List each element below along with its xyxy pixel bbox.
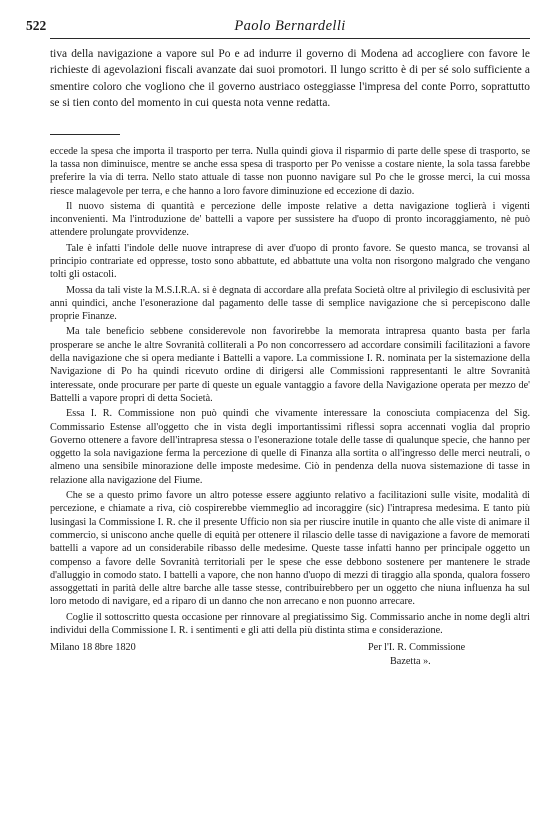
body-paragraph: Mossa da tali viste la M.S.I.R.A. si è degnata di accordare alla prefata Società oltre al privilegio di esclusività per anni quindici, anche l'esonerazione dal pagamento delle tasse di semplice navigazione che si percepiscono dalle proprie Finanze. — [50, 284, 530, 323]
body-paragraph: eccede la spesa che importa il trasporto per terra. Nulla quindi giova il risparmio di parte delle spese di trasporto, se la tassa non diminuisce, mentre se anche essa spesa di trasporto per Po venisse a costare niente, la sola tassa farebbe preferire la via di terra. Nello stato attuale di tasse non puonno navigare sul Po che le grosse merci, la cui mossa riesce malagevole per terra, e che hanno a loro favore diminuzione ed eccezione di dazio. — [50, 145, 530, 197]
signature-block — [368, 641, 528, 668]
page-header — [26, 16, 530, 39]
body-paragraph: Ma tale beneficio sebbene considerevole non favorirebbe la memorata intrapresa quanto basta per farla prosperare se anche le altre Sovranità colliterali a Po non concorressero ad accordare consimili facilitazioni a favore della navigazione che si opera mediante i Battelli a vapore. La commissione I. R. nominata per la sistemazione della Navigazione di Po ha quindi ricevuto ordine di dirigersi alle Commissioni rappresentanti le altre Sovranità interessate, onde procurare per parte di queste un eguale vantaggio a favore della Navigazione operata per mezzo de' Battelli a vapore propri di detta Società. — [50, 326, 530, 404]
body-paragraph: Che se a questo primo favore un altro potesse essere aggiunto relativo a facilitazioni sulle visite, modalità di percezione, e chiamate a riva, ciò cospirerebbe viemmeglio ad incoraggire (sic) l'intrapresa medesima. E tanto più lusingasi la Commissione I. R. che il presente Ufficio non sia per riuscire inutile in quanto che alle viste di animare il commercio, si uniscono anche quelle di equità per ottenere il rilascio delle tasse di navigazione a favore de memorati battelli a vapore ad un considerabile ribasso delle medesime. Queste tasse infatti hanno per principale oggetto un compenso a favore delle Sovranità territoriali per le spese che esse debbono sostenere per mantenere le strade d'alluggio in comodo stato. I battelli a vapore, che non hanno d'uopo di mezzi di tiraggio alla sponda, qualora fossero assoggettati in parità delle altre barche alle tasse stesse, contribuirebbero per un oggetto che niuna influenza ha sul loro metodo di navigare, ed a riparo di un danno che non arrecano e non puonno arrecare. — [50, 490, 530, 608]
body-paragraph: Il nuovo sistema di quantità e percezione delle imposte relative a detta navigazione toglierà i vigenti inconvenienti. Ma l'introduzione de' battelli a vapore per sussistere ha d'uopo di pronto incoraggiamento, nè può attendere prolungate provvidenze. — [50, 200, 530, 239]
signature-name: Bazetta ». — [390, 655, 431, 667]
footnote-rule — [50, 134, 120, 135]
intro-section — [50, 46, 530, 112]
page-number: 522 — [26, 18, 47, 33]
body-paragraph: Essa I. R. Commissione non può quindi che vivamente interessare la conosciuta compiacenza del Sig. Commissario Estense all'oggetto che in vista degli importantissimi riflessi sopra accennati voglia dal proprio Governo ottenere a favore dell'intrapresa stessa o l'esonerazione totale delle tasse di qualunque specie, che hanno per oggetto la sola navigazione ferma la percezione di quelle di Finanza alla sortita o all'ingresso delle merci neutrali, o almeno una sensibile minorazione delle imposte medesime. Ciò in pendenza della nuova sistemazione di tasse in relazione alla navigazione del Fiume. — [50, 408, 530, 486]
signature-line: Per l'I. R. Commissione — [368, 642, 466, 654]
running-head: Paolo Bernardelli — [234, 18, 346, 34]
body-paragraph: Coglie il sottoscritto questa occasione per rinnovare al pregiatissimo Sig. Commissario anche in nome degli altri individui della Commissione I. R. i sentimenti e gli atti della più distinta stima e considerazione. — [50, 611, 530, 637]
intro-paragraph: tiva della navigazione a vapore sul Po e ad indurre il governo di Modena ad accogliere con favore le richieste di agevolazioni fiscali avanzate dai suoi promotori. Il lungo scritto è di per sé solo sufficiente a smentire coloro che vogliono che il governo austriaco osteggiasse l'impresa del conte Porro, soprattutto se si tien conto del momento in cui questa nota venne redatta. — [50, 48, 530, 110]
body-paragraph: Tale è infatti l'indole delle nuove intraprese di aver d'uopo di pronto favore. Se questo manca, se trovansi al principio contrariate ed oppresse, tosto sono abbattute, ed abbattute una volta non risorgono malgrado che vengano tolti gli ostacoli. — [50, 242, 530, 281]
place-date: Milano 18 8bre 1820 — [50, 642, 136, 654]
closing-block — [50, 641, 530, 671]
document-body — [50, 145, 530, 638]
